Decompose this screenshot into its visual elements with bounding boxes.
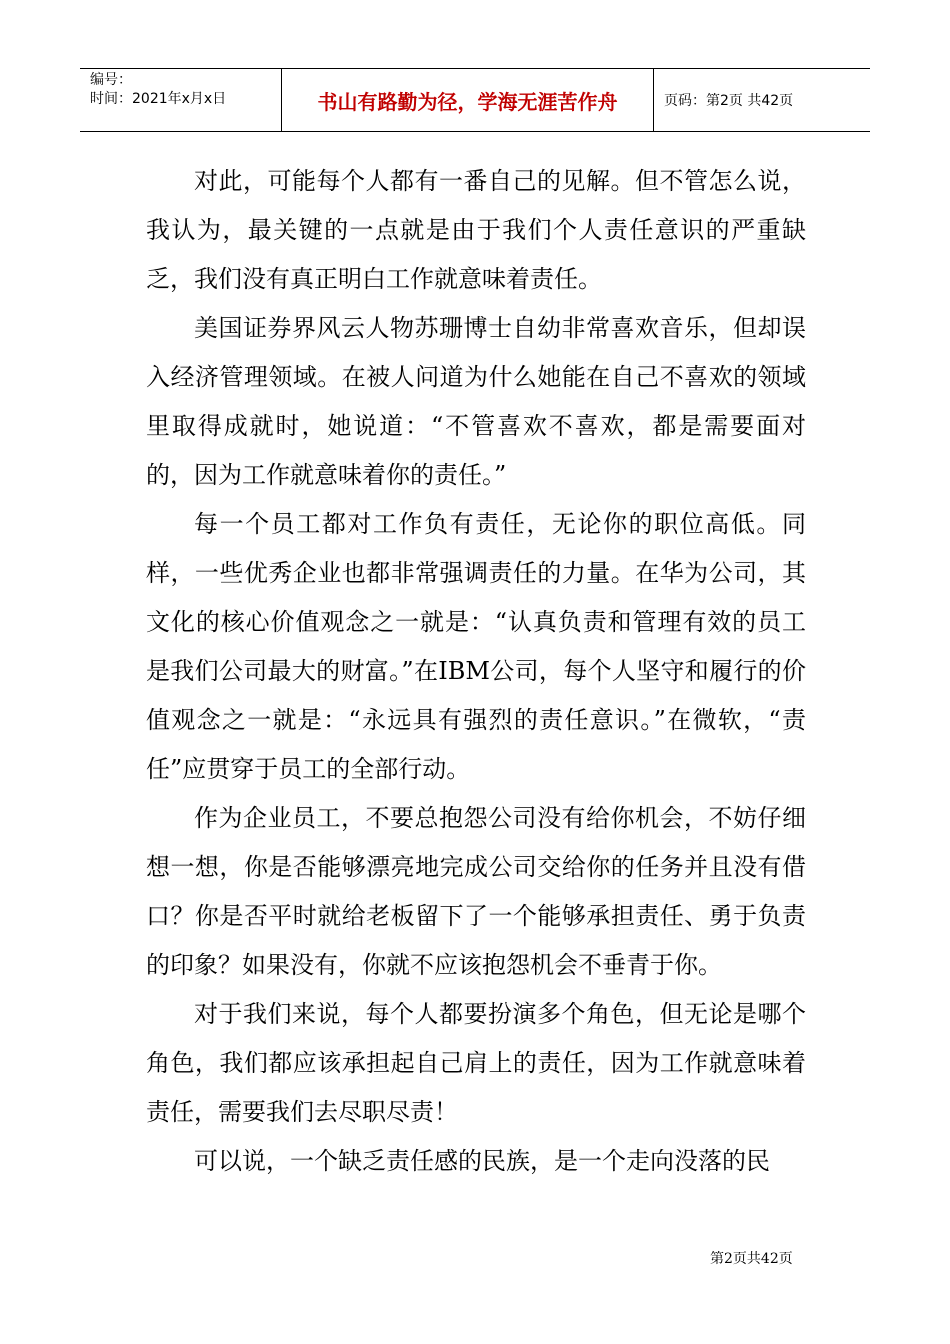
- page-footer: 第2页共42页: [710, 1251, 793, 1267]
- paragraph-3: 每一个员工都对工作负有责任，无论你的职位高低。同样，一些优秀企业也都非常强调责任的力量。在华为公司，其文化的核心价值观念之一就是：“认真负责和管理有效的员工是我们公司最大的财富。”在IBM公司，每个人坚守和履行的价值观念之一就是：“永远具有强烈的责任意识。”在微软，“责任”应贯穿于员工的全部行动。: [146, 510, 806, 783]
- paragraph-1: 对此，可能每个人都有一番自己的见解。但不管怎么说，我认为，最关键的一点就是由于我们个人责任意识的严重缺乏，我们没有真正明白工作就意味着责任。: [146, 167, 806, 293]
- header-motto: 书山有路勤为径，学海无涯苦作舟: [282, 69, 654, 131]
- page-header: [80, 68, 870, 132]
- time-label: 时间：2021年x月x日: [90, 91, 227, 107]
- header-meta: [80, 69, 282, 131]
- document-body: [146, 157, 806, 1186]
- paragraph-6: 可以说，一个缺乏责任感的民族，是一个走向没落的民: [194, 1147, 770, 1175]
- paragraph-4: 作为企业员工，不要总抱怨公司没有给你机会，不妨仔细想一想，你是否能够漂亮地完成公司交给你的任务并且没有借口？你是否平时就给老板留下了一个能够承担责任、勇于负责的印象？如果没有，你就不应该抱怨机会不垂青于你。: [146, 804, 806, 979]
- header-page-info: 页码：第2页 共42页: [664, 93, 794, 109]
- number-label: 编号：: [90, 72, 132, 88]
- paragraph-5: 对于我们来说，每个人都要扮演多个角色，但无论是哪个角色，我们都应该承担起自己肩上的责任，因为工作就意味着责任，需要我们去尽职尽责！: [146, 1000, 806, 1126]
- paragraph-2: 美国证券界风云人物苏珊博士自幼非常喜欢音乐，但却误入经济管理领域。在被人问道为什么她能在自己不喜欢的领域里取得成就时，她说道：“不管喜欢不喜欢，都是需要面对的，因为工作就意味着你的责任。”: [146, 314, 806, 489]
